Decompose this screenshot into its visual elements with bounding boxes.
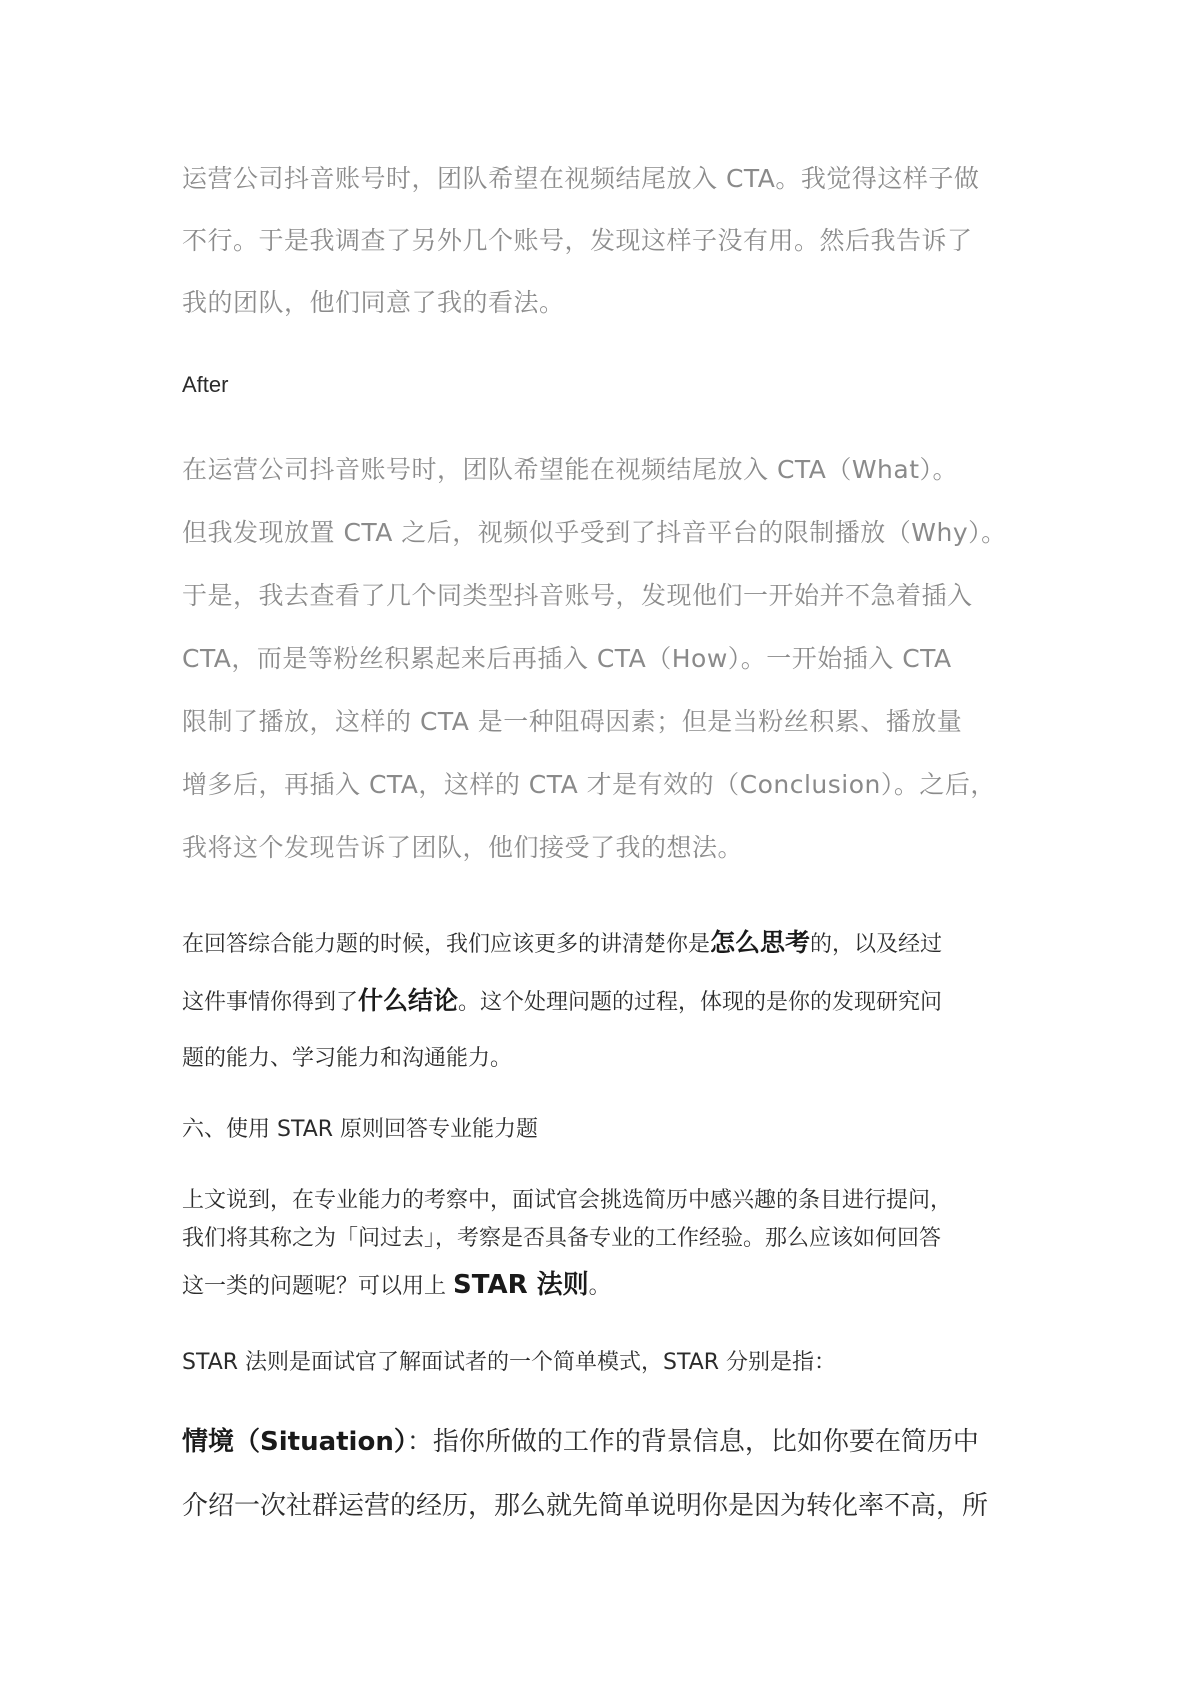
- summary-text: 在回答综合能力题的时候，我们应该更多的讲清楚你是: [182, 932, 711, 957]
- after-line-4: CTA，而是等粉丝积累起来后再插入 CTA（How）。一开始插入 CTA: [182, 644, 952, 673]
- after-line-1: 在运营公司抖音账号时，团队希望能在视频结尾放入 CTA（What）。: [182, 455, 959, 484]
- summary-line-1: [182, 917, 1022, 971]
- situation-line-2: 介绍一次社群运营的经历，那么就先简单说明你是因为转化率不高，所: [182, 1491, 989, 1521]
- before-line-1: 运营公司抖音账号时，团队希望在视频结尾放入 CTA。我觉得这样子做: [182, 164, 980, 193]
- after-line-6: 增多后，再插入 CTA，这样的 CTA 才是有效的（Conclusion）。之后，: [182, 770, 996, 799]
- situation-paragraph: [182, 1410, 1022, 1538]
- after-line-3: 于是，我去查看了几个同类型抖音账号，发现他们一开始并不急着插入: [182, 581, 973, 610]
- emphasis-how-to-think: 怎么思考: [710, 928, 811, 957]
- summary-text: 。这个处理问题的过程，体现的是你的发现研究问: [458, 990, 943, 1015]
- intro-text: 这一类的问题呢？可以用上: [182, 1274, 453, 1299]
- star-definition: STAR 法则是面试官了解面试者的一个简单模式，STAR 分别是指：: [182, 1350, 837, 1375]
- before-line-3: 我的团队，他们同意了我的看法。: [182, 288, 565, 317]
- before-example-paragraph: [182, 148, 1022, 334]
- after-label: After: [182, 372, 229, 397]
- situation-text: ：指你所做的工作的背景信息，比如你要在简历中: [406, 1427, 979, 1457]
- intro-text: 。: [588, 1274, 611, 1299]
- summary-text: 这件事情你得到了: [182, 990, 359, 1015]
- emphasis-star-rule: STAR 法则: [453, 1270, 589, 1300]
- star-intro-paragraph: [182, 1182, 1022, 1314]
- intro-line-1: 上文说到，在专业能力的考察中，面试官会挑选简历中感兴趣的条目进行提问，: [182, 1188, 953, 1213]
- intro-line-3: [182, 1258, 1022, 1314]
- summary-text: 的，以及经过: [810, 932, 943, 957]
- summary-line-3: 题的能力、学习能力和沟通能力。: [182, 1046, 513, 1071]
- after-example-paragraph: [182, 438, 1022, 879]
- after-line-5: 限制了播放，这样的 CTA 是一种阻碍因素；但是当粉丝积累、播放量: [182, 707, 963, 736]
- after-line-7: 我将这个发现告诉了团队，他们接受了我的想法。: [182, 833, 744, 862]
- emphasis-what-conclusion: 什么结论: [358, 986, 459, 1015]
- summary-line-2: [182, 971, 1022, 1033]
- after-line-2: 但我发现放置 CTA 之后，视频似乎受到了抖音平台的限制播放（Why）。: [182, 518, 1007, 547]
- intro-line-2: 我们将其称之为「问过去」，考察是否具备专业的工作经验。那么应该如何回答: [182, 1226, 942, 1251]
- situation-label: 情境（Situation）: [182, 1427, 407, 1457]
- summary-paragraph: [182, 917, 1022, 1085]
- before-line-2: 不行。于是我调查了另外几个账号，发现这样子没有用。然后我告诉了: [182, 226, 973, 255]
- section-heading: 六、使用 STAR 原则回答专业能力题: [182, 1117, 539, 1142]
- situation-line-1: [182, 1410, 1022, 1474]
